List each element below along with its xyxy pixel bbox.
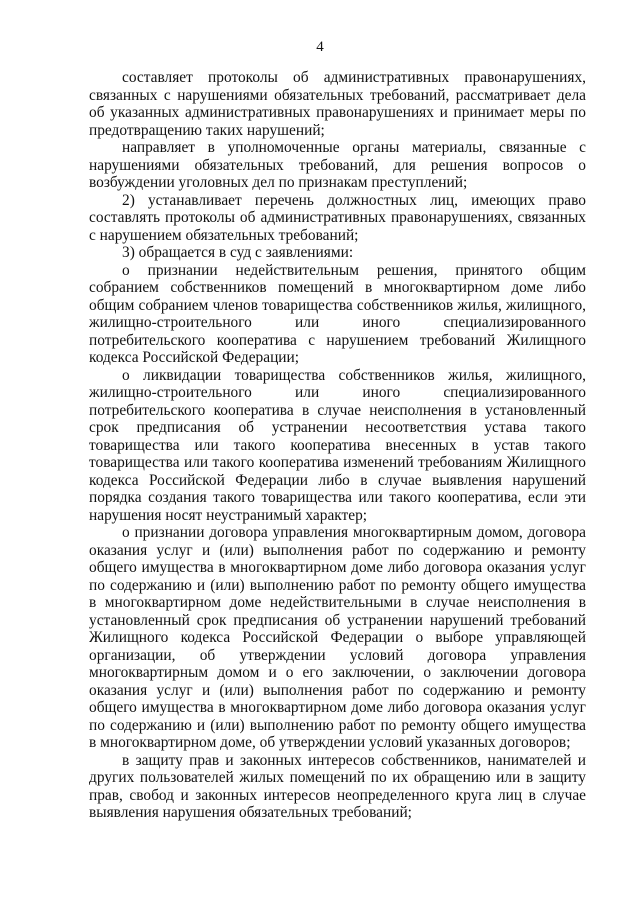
paragraph-invalid-decision: о признании недействительным решения, принятого общим собранием собственников помещений в многоквартирном доме либо общим собранием членов товарищества собственников жилья, жилищного, жилищно-строительного или иного специализированного потребительского кооператива с нарушением требований Жилищного кодекса Российской Федерации; bbox=[89, 261, 586, 366]
paragraph-materials: направляет в уполномоченные органы материалы, связанные с нарушениями обязательных требований, для решения вопросов о возбуждении уголовных дел по признакам преступлений; bbox=[89, 139, 586, 191]
paragraph-protocols: составляет протоколы об административных правонарушениях, связанных с нарушениями обязательных требований, рассматривает дела об указанных административных правонарушениях и принимает меры по предотвращению таких нарушений; bbox=[89, 69, 586, 139]
page-number: 4 bbox=[316, 39, 324, 55]
paragraph-officials-list: 2) устанавливает перечень должностных лиц, имеющих право составлять протоколы об административных правонарушениях, связанных с нарушением обязательных требований; bbox=[89, 191, 586, 244]
paragraph-rights-protection: в защиту прав и законных интересов собственников, нанимателей и других пользователей жилых помещений по их обращению или в защиту прав, свобод и законных интересов неопределенного круга лиц в случае выявления нарушения обязательных требований; bbox=[89, 751, 586, 821]
document-body bbox=[89, 69, 586, 822]
paragraph-liquidation: о ликвидации товарищества собственников жилья, жилищного, жилищно-строительного или иного специализированного потребительского кооператива в случае неисполнения в установленный срок предписания об устранении несоответствия устава такого товарищества или такого кооператива внесенных в устав такого товарищества или такого кооператива изменений требованиям Жилищного кодекса Российской Федерации либо в случае выявления нарушений порядка создания такого товарищества или такого кооператива, если эти нарушения носят неустранимый характер; bbox=[89, 366, 586, 524]
paragraph-invalid-contract: о признании договора управления многоквартирным домом, договора оказания услуг и (или) выполнения работ по содержанию и ремонту общего имущества в многоквартирном доме либо договора оказания услуг по содержанию и (или) выполнению работ по ремонту общего имущества в многоквартирном доме недействительными в случае неисполнения в установленный срок предписания об устранении нарушений требований Жилищного кодекса Российской Федерации о выборе управляющей организации, об утверждении условий договора управления многоквартирным домом и о его заключении, о заключении договора оказания услуг и (или) выполнения работ по содержанию и ремонту общего имущества в многоквартирном доме либо договора оказания услуг по содержанию и (или) выполнению работ по ремонту общего имущества в многоквартирном доме, об утверждении условий указанных договоров; bbox=[89, 524, 586, 751]
paragraph-court-applications: 3) обращается в суд с заявлениями: bbox=[122, 244, 354, 261]
